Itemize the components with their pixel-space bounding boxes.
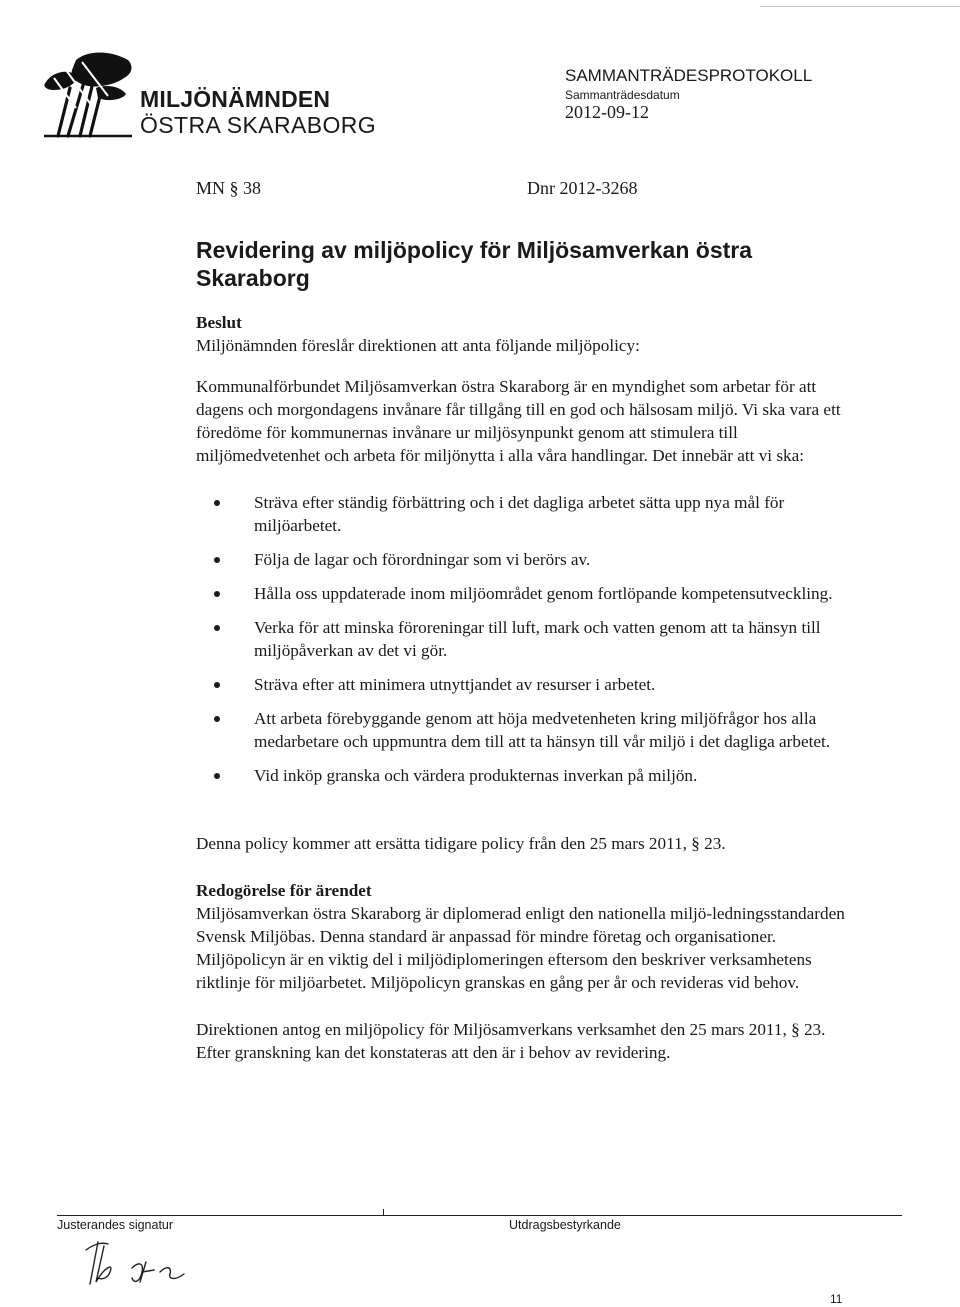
bullet-icon [214, 500, 220, 506]
bullet-icon [214, 682, 220, 688]
list-item: Följa de lagar och förordningar som vi berörs av. [254, 548, 856, 571]
footer-divider [57, 1215, 902, 1216]
list-item: Sträva efter ständig förbättring och i det dagliga arbetet sätta upp nya mål för miljöarbetet. [254, 491, 856, 537]
date-label: Sammanträdesdatum [565, 88, 680, 102]
list-item: Vid inköp granska och värdera produkternas inverkan på miljön. [254, 764, 856, 787]
diary-number: Dnr 2012-3268 [527, 178, 638, 198]
replacement-note: Denna policy kommer att ersätta tidigare policy från den 25 mars 2011, § 23. [196, 834, 726, 853]
list-item: Hålla oss uppdaterade inom miljöområdet genom fortlöpande kompetensutveckling. [254, 582, 856, 605]
page-number: 11 [830, 1292, 843, 1306]
beslut-heading: Beslut [196, 313, 242, 332]
tree-logo-icon [36, 48, 136, 140]
redogorelse-paragraph-1: Miljösamverkan östra Skaraborg är diplomerad enligt den nationella miljö-ledningsstandarden Svensk Miljöbas. Denna standard är anpassad för mindre företag och organisationer. Miljöpolicyn är en viktig del i miljödiplomeringen eftersom den beskriver verksamhetens riktlinje för miljöarbetet. Miljöpolicyn granskas en gång per år och revideras vid behov. [196, 904, 845, 992]
top-edge-line [760, 6, 960, 7]
footer-tick [383, 1209, 384, 1215]
org-subname: ÖSTRA SKARABORG [140, 112, 377, 138]
meeting-date: 2012-09-12 [565, 102, 649, 122]
redogorelse-paragraph-2: Direktionen antog en miljöpolicy för Miljösamverkans verksamhet den 25 mars 2011, § 23. Efter granskning kan det konstateras att den är i behov av revidering. [196, 1020, 826, 1062]
bullet-icon [214, 773, 220, 779]
list-item: Sträva efter att minimera utnyttjandet av resurser i arbetet. [254, 673, 856, 696]
document-body [196, 311, 856, 1064]
org-name: MILJÖNÄMNDEN [140, 86, 331, 112]
page-title: Revidering av miljöpolicy för Miljösamverkan östra Skaraborg [196, 237, 753, 291]
extract-label: Utdragsbestyrkande [509, 1218, 621, 1232]
bullet-icon [214, 557, 220, 563]
list-item: Att arbeta förebyggande genom att höja medvetenheten kring miljöfrågor hos alla medarbetare och uppmuntra dem till att ta hänsyn till vår miljö i det dagliga arbetet. [254, 707, 856, 753]
policy-text: Kommunalförbundet Miljösamverkan östra Skaraborg är en myndighet som arbetar för att dagens och morgondagens invånare får tillgång till en god och hälsosam miljö. Vi ska vara ett föredöme för kommunernas invånare ur miljösynpunkt genom att stimulera till miljömedvetenhet och arbeta för miljönytta i alla våra handlingar. Det innebär att vi ska: [196, 377, 841, 465]
signature-label: Justerandes signatur [57, 1218, 174, 1232]
policy-bullet-list [196, 491, 856, 787]
paragraph-reference: MN § 38 [196, 178, 262, 198]
document-type: SAMMANTRÄDESPROTOKOLL [565, 66, 813, 85]
beslut-intro: Miljönämnden föreslår direktionen att anta följande miljöpolicy: [196, 336, 640, 355]
redogorelse-heading: Redogörelse för ärendet [196, 881, 372, 900]
bullet-icon [214, 625, 220, 631]
bullet-icon [214, 716, 220, 722]
bullet-icon [214, 591, 220, 597]
list-item: Verka för att minska föroreningar till luft, mark och vatten genom att ta hänsyn till miljöpåverkan av det vi gör. [254, 616, 856, 662]
handwritten-initials [80, 1232, 230, 1292]
